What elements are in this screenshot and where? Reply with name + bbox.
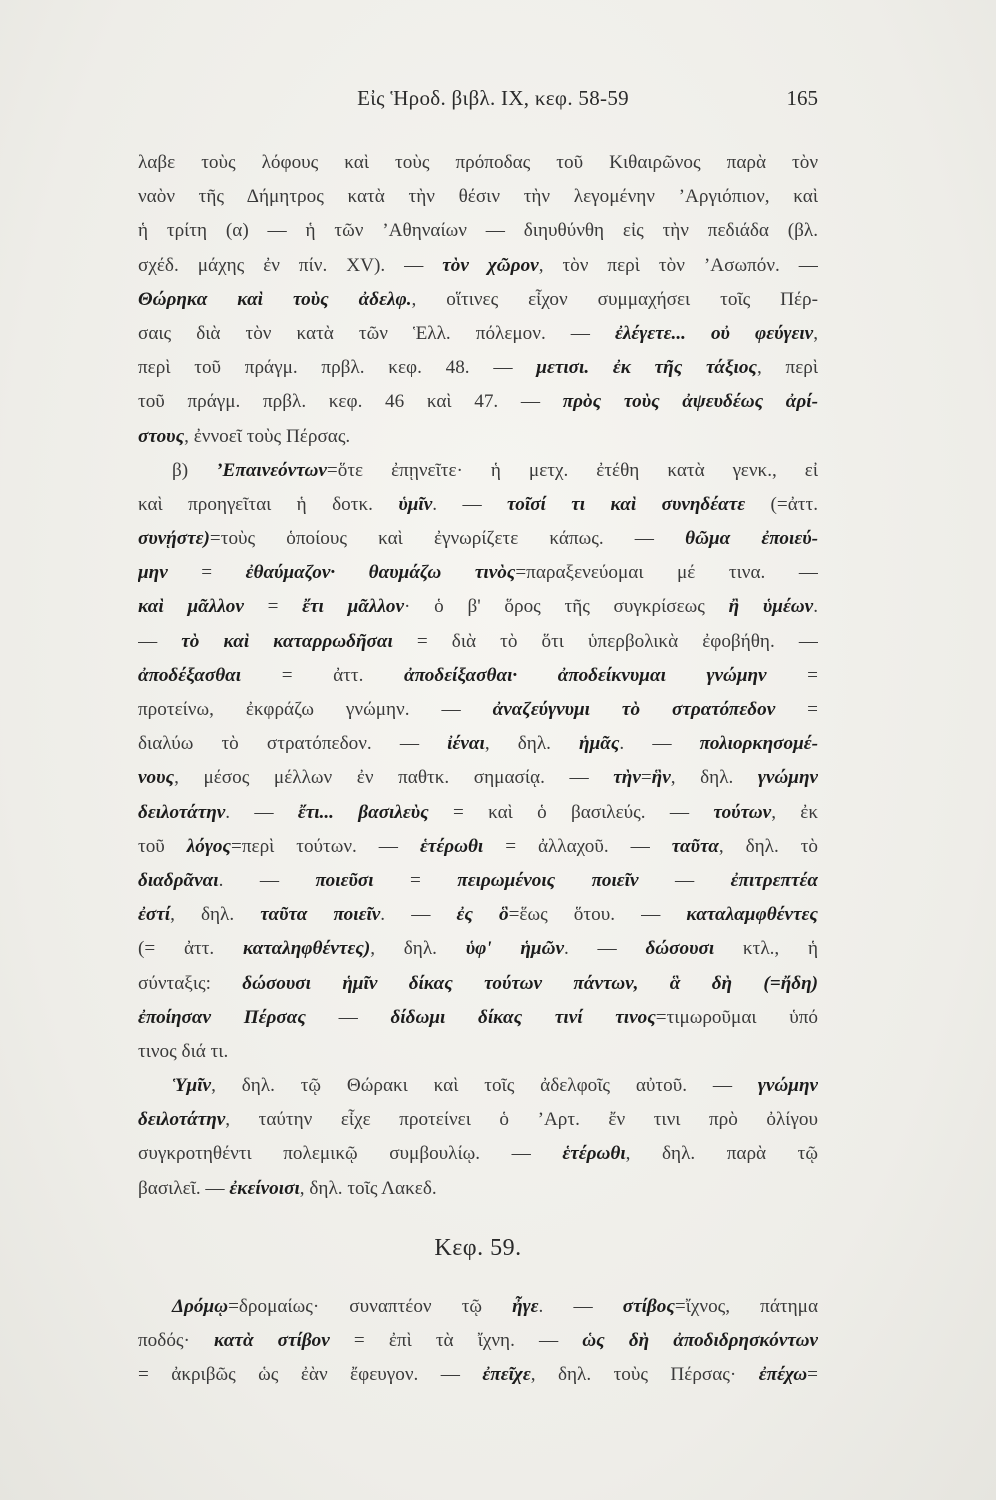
lemma-term: κατὰ στίβον xyxy=(214,1330,330,1351)
lemma-term: ἑτέρωθι xyxy=(419,835,484,857)
gloss-text: σχέδ. μάχης ἐν πίν. XV). — xyxy=(138,254,443,276)
gloss-text: , xyxy=(813,322,818,344)
page-number: 165 xyxy=(786,86,818,110)
gloss-text: (=ἀττ. xyxy=(745,493,818,515)
gloss-text: , τὸν περὶ τὸν ’Ασωπόν. — xyxy=(538,254,818,276)
gloss-text: διαλύω τὸ στρατόπεδον. — xyxy=(138,733,448,755)
gloss-text: , ταύτην εἶχε προτείνει ὁ ’Αρτ. ἔν τινι πρὸ ὀλίγου xyxy=(225,1109,818,1131)
gloss-text: =ἴχνος, πάτημα xyxy=(674,1295,818,1317)
gloss-text: σύνταξις: xyxy=(138,972,243,994)
lemma-term: ἔτι... βασιλεὺς xyxy=(297,801,429,823)
lemma-term: ὡς δὴ ἀποδιδρησκόντων xyxy=(582,1330,818,1351)
text-line xyxy=(138,1358,818,1392)
gloss-text: ἡ τρίτη (α) — ἡ τῶν ’Αθηναίων — διηυθύνθη εἰς τὴν πεδιάδα (βλ. xyxy=(138,220,818,242)
lemma-term: ἀποδείξασθαι· ἀποδείκνυμαι γνώμην xyxy=(403,664,767,686)
gloss-text: . — xyxy=(563,938,646,960)
page-header xyxy=(138,86,818,116)
text-line xyxy=(138,180,818,214)
gloss-text: , δηλ. xyxy=(370,938,466,960)
gloss-text: = xyxy=(775,699,818,720)
lemma-term: καταληφθέντες) xyxy=(242,938,371,960)
gloss-text: =τιμωροῦμαι ὑπό xyxy=(655,1006,818,1028)
gloss-text: =παραξενεύομαι μέ τινα. — xyxy=(515,562,818,584)
text-line xyxy=(138,761,818,795)
lemma-term: μην xyxy=(138,562,168,584)
text-line xyxy=(138,898,818,932)
lemma-term: Δρόμῳ xyxy=(172,1295,229,1317)
text-line xyxy=(138,283,818,317)
lemma-term: ὑφ' ἡμῶν xyxy=(465,938,564,960)
lemma-term: ταῦτα ποιεῖν xyxy=(260,904,381,926)
gloss-text: βασιλεῖ. — xyxy=(138,1177,230,1199)
lemma-term: ἐπιτρεπτέα xyxy=(730,869,818,891)
gloss-text: σαις διὰ τὸν κατὰ τῶν Ἑλλ. πόλεμον. — xyxy=(138,322,616,344)
lemma-term: διαδρᾶναι xyxy=(138,869,219,891)
lemma-term: ποιεῦσι xyxy=(315,869,374,891)
text-line xyxy=(138,146,818,180)
text-line xyxy=(138,420,818,454)
text-line xyxy=(138,1103,818,1137)
lemma-term: συνῄστε) xyxy=(138,528,210,550)
lemma-term: Ὑμῖν xyxy=(172,1075,212,1097)
gloss-text: , ἐκ xyxy=(771,801,818,823)
gloss-text: . — xyxy=(619,733,700,755)
lemma-term: μετισι. ἐκ τῆς τάξιος xyxy=(536,357,757,379)
gloss-text: , μέσος μέλλων ἐν παθτκ. σημασίᾳ. — xyxy=(174,767,614,789)
gloss-text: . — xyxy=(538,1295,623,1317)
gloss-text: =ἕως ὅτου. — xyxy=(508,904,687,926)
lemma-term: ἐστί xyxy=(138,904,171,926)
gloss-text: , δηλ. xyxy=(484,733,580,755)
gloss-text: = ἀλλαχοῦ. — xyxy=(483,835,672,857)
gloss-text: προτείνω, ἐκφράζω γνώμην. — xyxy=(138,699,493,720)
gloss-text: λαβε τοὺς λόφους καὶ τοὺς πρόποδας τοῦ Κιθαιρῶνος παρὰ τὸν xyxy=(138,152,818,173)
lemma-term: ἐποίησαν Πέρσας xyxy=(138,1006,306,1028)
text-line xyxy=(138,249,818,283)
lemma-term: ἐλέγετε... οὐ φεύγειν xyxy=(615,322,814,344)
gloss-text: , δηλ. xyxy=(670,767,758,789)
text-line xyxy=(138,625,818,659)
gloss-text: = διὰ τὸ ὅτι ὑπερβολικὰ ἐφοβήθη. — xyxy=(392,630,818,652)
lemma-term: Θώρηκα καὶ τοὺς ἀδελφ. xyxy=(138,288,412,310)
gloss-text: κτλ., ἡ xyxy=(714,938,818,960)
lemma-term: ἣν xyxy=(651,767,671,789)
gloss-text: τοῦ πράγμ. πρβλ. κεφ. 46 καὶ 47. — xyxy=(138,391,563,413)
lemma-term: λόγος xyxy=(186,835,231,857)
lemma-term: καταλαμφθέντες xyxy=(686,904,818,926)
lemma-term: τούτων xyxy=(713,801,772,823)
gloss-text: · ὁ β' ὅρος τῆς συγκρίσεως xyxy=(404,596,729,618)
gloss-text: , περὶ xyxy=(756,357,818,379)
lemma-term: ’Επαινεόντων xyxy=(216,459,327,481)
gloss-text: = καὶ ὁ βασιλεύς. — xyxy=(428,801,714,823)
text-line xyxy=(138,932,818,966)
text-line xyxy=(138,488,818,522)
text-line xyxy=(138,727,818,761)
text-line xyxy=(138,590,818,624)
lemma-term: καὶ μᾶλλον xyxy=(138,596,244,618)
text-line xyxy=(138,659,818,693)
lemma-term: θῶμα ἐποιεύ- xyxy=(685,528,818,550)
gloss-text: = ἀττ. xyxy=(241,664,404,686)
lemma-term: δειλοτάτην xyxy=(138,801,226,823)
lemma-term: ἐς ὃ xyxy=(456,904,509,926)
gloss-text: , οἵτινες εἶχον συμμαχήσει τοῖς Πέρ- xyxy=(411,288,818,310)
text-line xyxy=(138,1035,818,1069)
text-line xyxy=(138,351,818,385)
gloss-text: , ἐννοεῖ τοὺς Πέρσας. xyxy=(184,425,351,447)
lemma-term: ἦγε xyxy=(512,1295,539,1317)
text-line xyxy=(138,1001,818,1035)
gloss-text: β) xyxy=(172,459,217,481)
gloss-text: . — xyxy=(225,801,298,823)
text-line xyxy=(138,556,818,590)
gloss-text: = ἐπὶ τὰ ἴχνη. — xyxy=(329,1330,583,1351)
gloss-text: (= ἀττ. xyxy=(138,938,243,960)
text-line xyxy=(138,830,818,864)
lemma-term: τὴν xyxy=(613,767,641,789)
gloss-text: . — xyxy=(432,493,508,515)
lemma-term: τὸ καὶ καταρρωδῆσαι xyxy=(181,630,393,652)
lemma-term: στους xyxy=(138,425,185,447)
text-line xyxy=(138,317,818,351)
gloss-text: = xyxy=(640,767,652,789)
text-line xyxy=(138,1137,818,1171)
text-line xyxy=(138,454,818,488)
gloss-text: — xyxy=(138,630,182,652)
gloss-text: = xyxy=(807,1364,818,1386)
gloss-text: , δηλ. xyxy=(170,904,261,926)
lemma-term: ἡμᾶς xyxy=(579,733,620,755)
running-head: Εἰς Ἡροδ. βιβλ. IX, κεφ. 58-59 xyxy=(357,86,629,110)
gloss-text: συγκροτηθέντι πολεμικῷ συμβουλίῳ. — xyxy=(138,1143,563,1165)
lemma-term: δίδωμι δίκας τινί τινος xyxy=(390,1006,656,1028)
gloss-text: = xyxy=(766,664,818,686)
text-line xyxy=(138,1069,818,1103)
gloss-text: — xyxy=(305,1006,391,1028)
gloss-text: , δηλ. τὸ xyxy=(718,835,818,857)
gloss-text: =περὶ τούτων. — xyxy=(231,835,420,857)
lemma-term: δειλοτάτην xyxy=(138,1109,226,1131)
lemma-term: ἐπέχω xyxy=(758,1364,808,1386)
gloss-text: =τοὺς ὁποίους καὶ ἐγνωρίζετε κάπως. — xyxy=(209,528,686,550)
gloss-text: , δηλ. τῷ Θώρακι καὶ τοῖς ἀδελφοῖς αὐτοῦ. — xyxy=(211,1075,758,1097)
text-line xyxy=(138,385,818,419)
gloss-text: = xyxy=(167,562,246,584)
lemma-term: τοῖσί τι καὶ συνηδέατε xyxy=(507,493,746,515)
text-line xyxy=(138,522,818,556)
text-line xyxy=(138,864,818,898)
lemma-term: ἰέναι xyxy=(447,733,485,755)
lemma-term: ταῦτα xyxy=(671,835,719,857)
gloss-text: τινος διά τι. xyxy=(138,1040,229,1062)
gloss-text: — xyxy=(638,869,731,891)
lemma-term: ἐπεῖχε xyxy=(482,1364,531,1386)
chapter-59-notes xyxy=(138,1290,818,1393)
lemma-term: ἔτι μᾶλλον xyxy=(302,596,405,618)
lemma-term: γνώμην xyxy=(757,1075,818,1097)
lemma-term: γνώμην xyxy=(757,767,818,789)
lemma-term: ἐθαύμαζον· θαυμάζω τινὸς xyxy=(245,562,516,584)
lemma-term: στίβος xyxy=(622,1295,675,1317)
gloss-text: = xyxy=(373,869,458,891)
lemma-term: πειρωμένοις ποιεῖν xyxy=(457,869,639,891)
gloss-text: . xyxy=(813,596,818,618)
text-line xyxy=(138,967,818,1001)
gloss-text: περὶ τοῦ πράγμ. πρβλ. κεφ. 48. — xyxy=(138,357,537,379)
gloss-text: καὶ προηγεῖται ἡ δοτκ. xyxy=(138,493,399,515)
gloss-text: ναὸν τῆς Δήμητρος κατὰ τὴν θέσιν τὴν λεγομένην ’Αργιόπιον, καὶ xyxy=(138,186,818,208)
lemma-term: ἐκείνοισι xyxy=(229,1177,300,1199)
gloss-text: , δηλ. τοῖς Λακεδ. xyxy=(299,1177,437,1199)
text-line xyxy=(138,693,818,727)
text-line xyxy=(138,796,818,830)
chapter-58-notes xyxy=(138,146,818,1206)
lemma-term: ἀναζεύγνυμι τὸ στρατόπεδον xyxy=(492,699,776,720)
commentary-text xyxy=(138,146,818,1392)
gloss-text: =ὅτε ἐπῃνεῖτε· ἡ μετχ. ἐτέθη κατὰ γενκ., εἰ xyxy=(326,459,818,481)
lemma-term: ἢ ὑμέων xyxy=(728,596,814,618)
gloss-text: ποδός· xyxy=(138,1330,215,1351)
lemma-term: ὑμῖν xyxy=(398,493,433,515)
gloss-text: = ἀκριβῶς ὡς ἐὰν ἔφευγον. — xyxy=(138,1364,483,1386)
gloss-text: , δηλ. τοὺς Πέρσας· xyxy=(530,1364,759,1386)
gloss-text: . — xyxy=(218,869,316,891)
lemma-term: νους xyxy=(138,767,175,789)
lemma-term: πρὸς τοὺς ἀψευδέως ἀρί- xyxy=(562,391,818,413)
lemma-term: ἑτέρωθι xyxy=(562,1143,626,1165)
lemma-term: τὸν χῶρον xyxy=(442,254,539,276)
text-line xyxy=(138,214,818,248)
lemma-term: δώσουσι xyxy=(645,938,715,960)
gloss-text: . — xyxy=(380,904,457,926)
gloss-text: =δρομαίως· συναπτέον τῷ xyxy=(228,1295,513,1317)
chapter-59-heading: Κεφ. 59. xyxy=(434,1234,522,1261)
text-line xyxy=(138,1172,818,1206)
gloss-text: , δηλ. παρὰ τῷ xyxy=(625,1143,818,1165)
gloss-text: τοῦ xyxy=(138,835,187,857)
lemma-term: πολιορκησομέ- xyxy=(699,733,818,755)
gloss-text: = xyxy=(243,596,303,618)
lemma-term: δώσουσι ἡμῖν δίκας τούτων πάντων, ἃ δὴ (=ἤδη) xyxy=(242,972,818,994)
text-line xyxy=(138,1324,818,1358)
lemma-term: ἀποδέξασθαι xyxy=(138,664,242,686)
text-line xyxy=(138,1290,818,1324)
